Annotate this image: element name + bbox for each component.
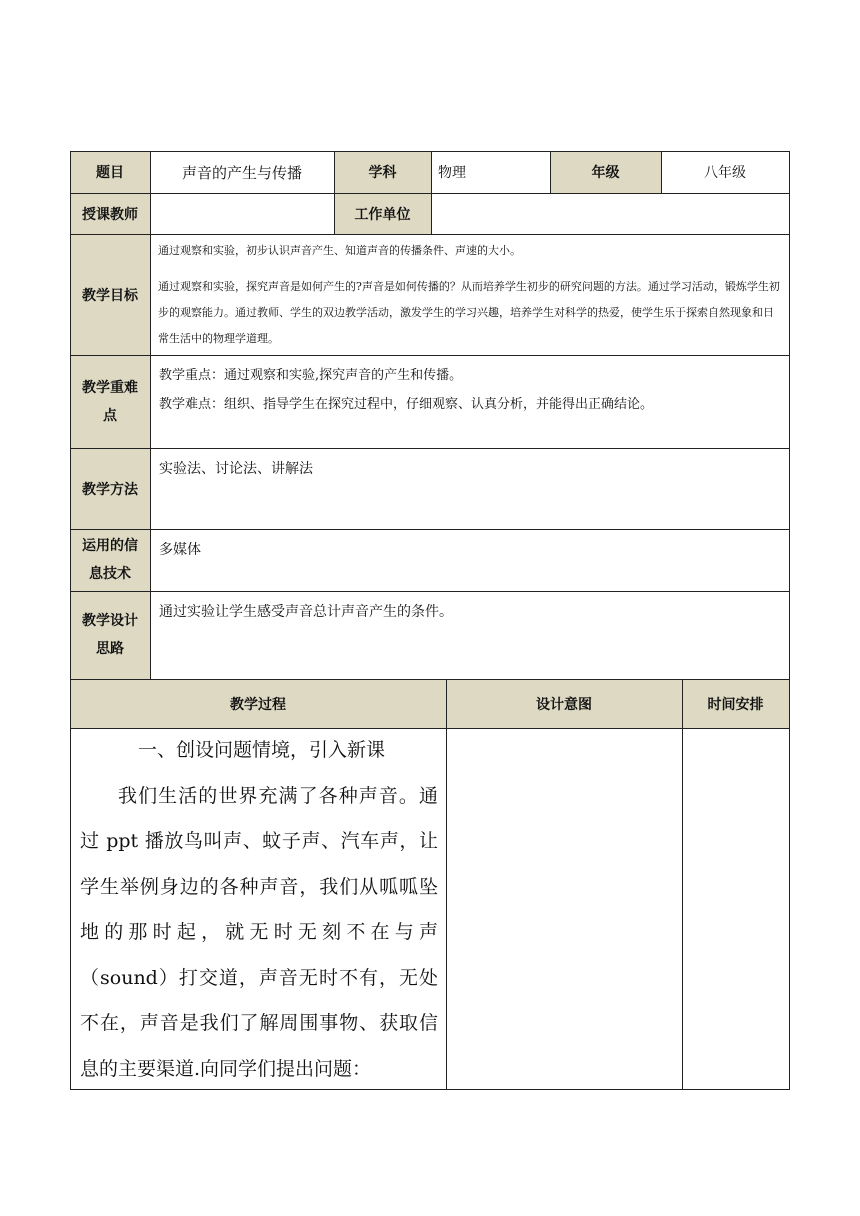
grid-line — [70, 529, 790, 530]
key-points-text — [150, 355, 789, 448]
grid-line — [70, 448, 790, 449]
key-points-label — [70, 355, 150, 448]
unit-label: 工作单位 — [334, 193, 431, 234]
grid-line — [70, 355, 790, 356]
tech-label — [70, 529, 150, 591]
grid-line — [70, 151, 790, 152]
tech-value: 多媒体 — [159, 542, 201, 558]
grid-line — [789, 151, 790, 1090]
focus-text: 教学重点：通过观察和实验,探究声音的产生和传播。 — [159, 368, 463, 383]
intent-content — [446, 728, 682, 1089]
methods-value: 实验法、讨论法、讲解法 — [159, 461, 313, 477]
subject-value: 物理 — [438, 165, 466, 181]
objectives-label: 教学目标 — [70, 234, 150, 355]
objectives-text — [150, 234, 789, 355]
methods-label: 教学方法 — [70, 448, 150, 529]
grade-label: 年级 — [550, 151, 661, 193]
teacher-value — [150, 193, 334, 234]
grid-line — [70, 591, 790, 592]
grid-line — [70, 234, 790, 235]
process-heading: 一、创设问题情境，引入新课 — [138, 739, 386, 761]
grid-line — [431, 151, 432, 234]
tech-label-text: 运用的信息技术 — [82, 538, 138, 582]
intent-header: 设计意图 — [446, 679, 682, 728]
grid-line — [682, 679, 683, 1089]
grid-line — [150, 151, 151, 679]
topic-value: 声音的产生与传播 — [181, 163, 302, 182]
time-header: 时间安排 — [682, 679, 789, 728]
process-content — [70, 728, 446, 1089]
grid-line — [334, 151, 335, 234]
process-body: 我们生活的世界充满了各种声音。通过 ppt 播放鸟叫声、蚊子声、汽车声，让学生举例身边的各种声音，我们从呱呱坠地的那时起，就无时无刻不在与声（sound）打交道，声音无时不有，无处不在，声音是我们了解周围事物、获取信息的主要渠道.向同学们提出问题： — [80, 784, 438, 1080]
design-value: 通过实验让学生感受声音总计声音产生的条件。 — [159, 604, 453, 620]
objective-line-2: 通过观察和实验，探究声音是如何产生的?声音是如何传播的？从而培养学生初步的研究问题的方法。通过学习活动，锻炼学生初步的观察能力。通过教师、学生的双边教学活动，激发学生的学习兴趣，培养学生对科学的热爱，使学生乐于探索自然现象和日常生活中的物理学道理。 — [158, 280, 780, 345]
difficulty-text: 教学难点：组织、指导学生在探究过程中，仔细观察、认真分析，并能得出正确结论。 — [159, 397, 654, 412]
subject-label: 学科 — [334, 151, 431, 193]
grid-line — [550, 151, 551, 193]
grade-value: 八年级 — [704, 165, 746, 181]
objective-line-1: 通过观察和实验，初步认识声音产生、知道声音的传播条件、声速的大小。 — [158, 244, 521, 257]
grid-line — [70, 193, 790, 194]
grid-line — [446, 679, 447, 1089]
design-label-text: 教学设计思路 — [82, 613, 138, 657]
unit-value — [431, 193, 789, 234]
process-header: 教学过程 — [70, 679, 446, 728]
grid-line — [70, 1089, 790, 1090]
teacher-label: 授课教师 — [70, 193, 150, 234]
grid-line — [70, 151, 71, 1090]
topic-label: 题目 — [70, 151, 150, 193]
grid-line — [661, 151, 662, 193]
design-label — [70, 591, 150, 679]
time-content — [682, 728, 789, 1089]
key-points-label-text: 教学重难点 — [82, 379, 138, 424]
